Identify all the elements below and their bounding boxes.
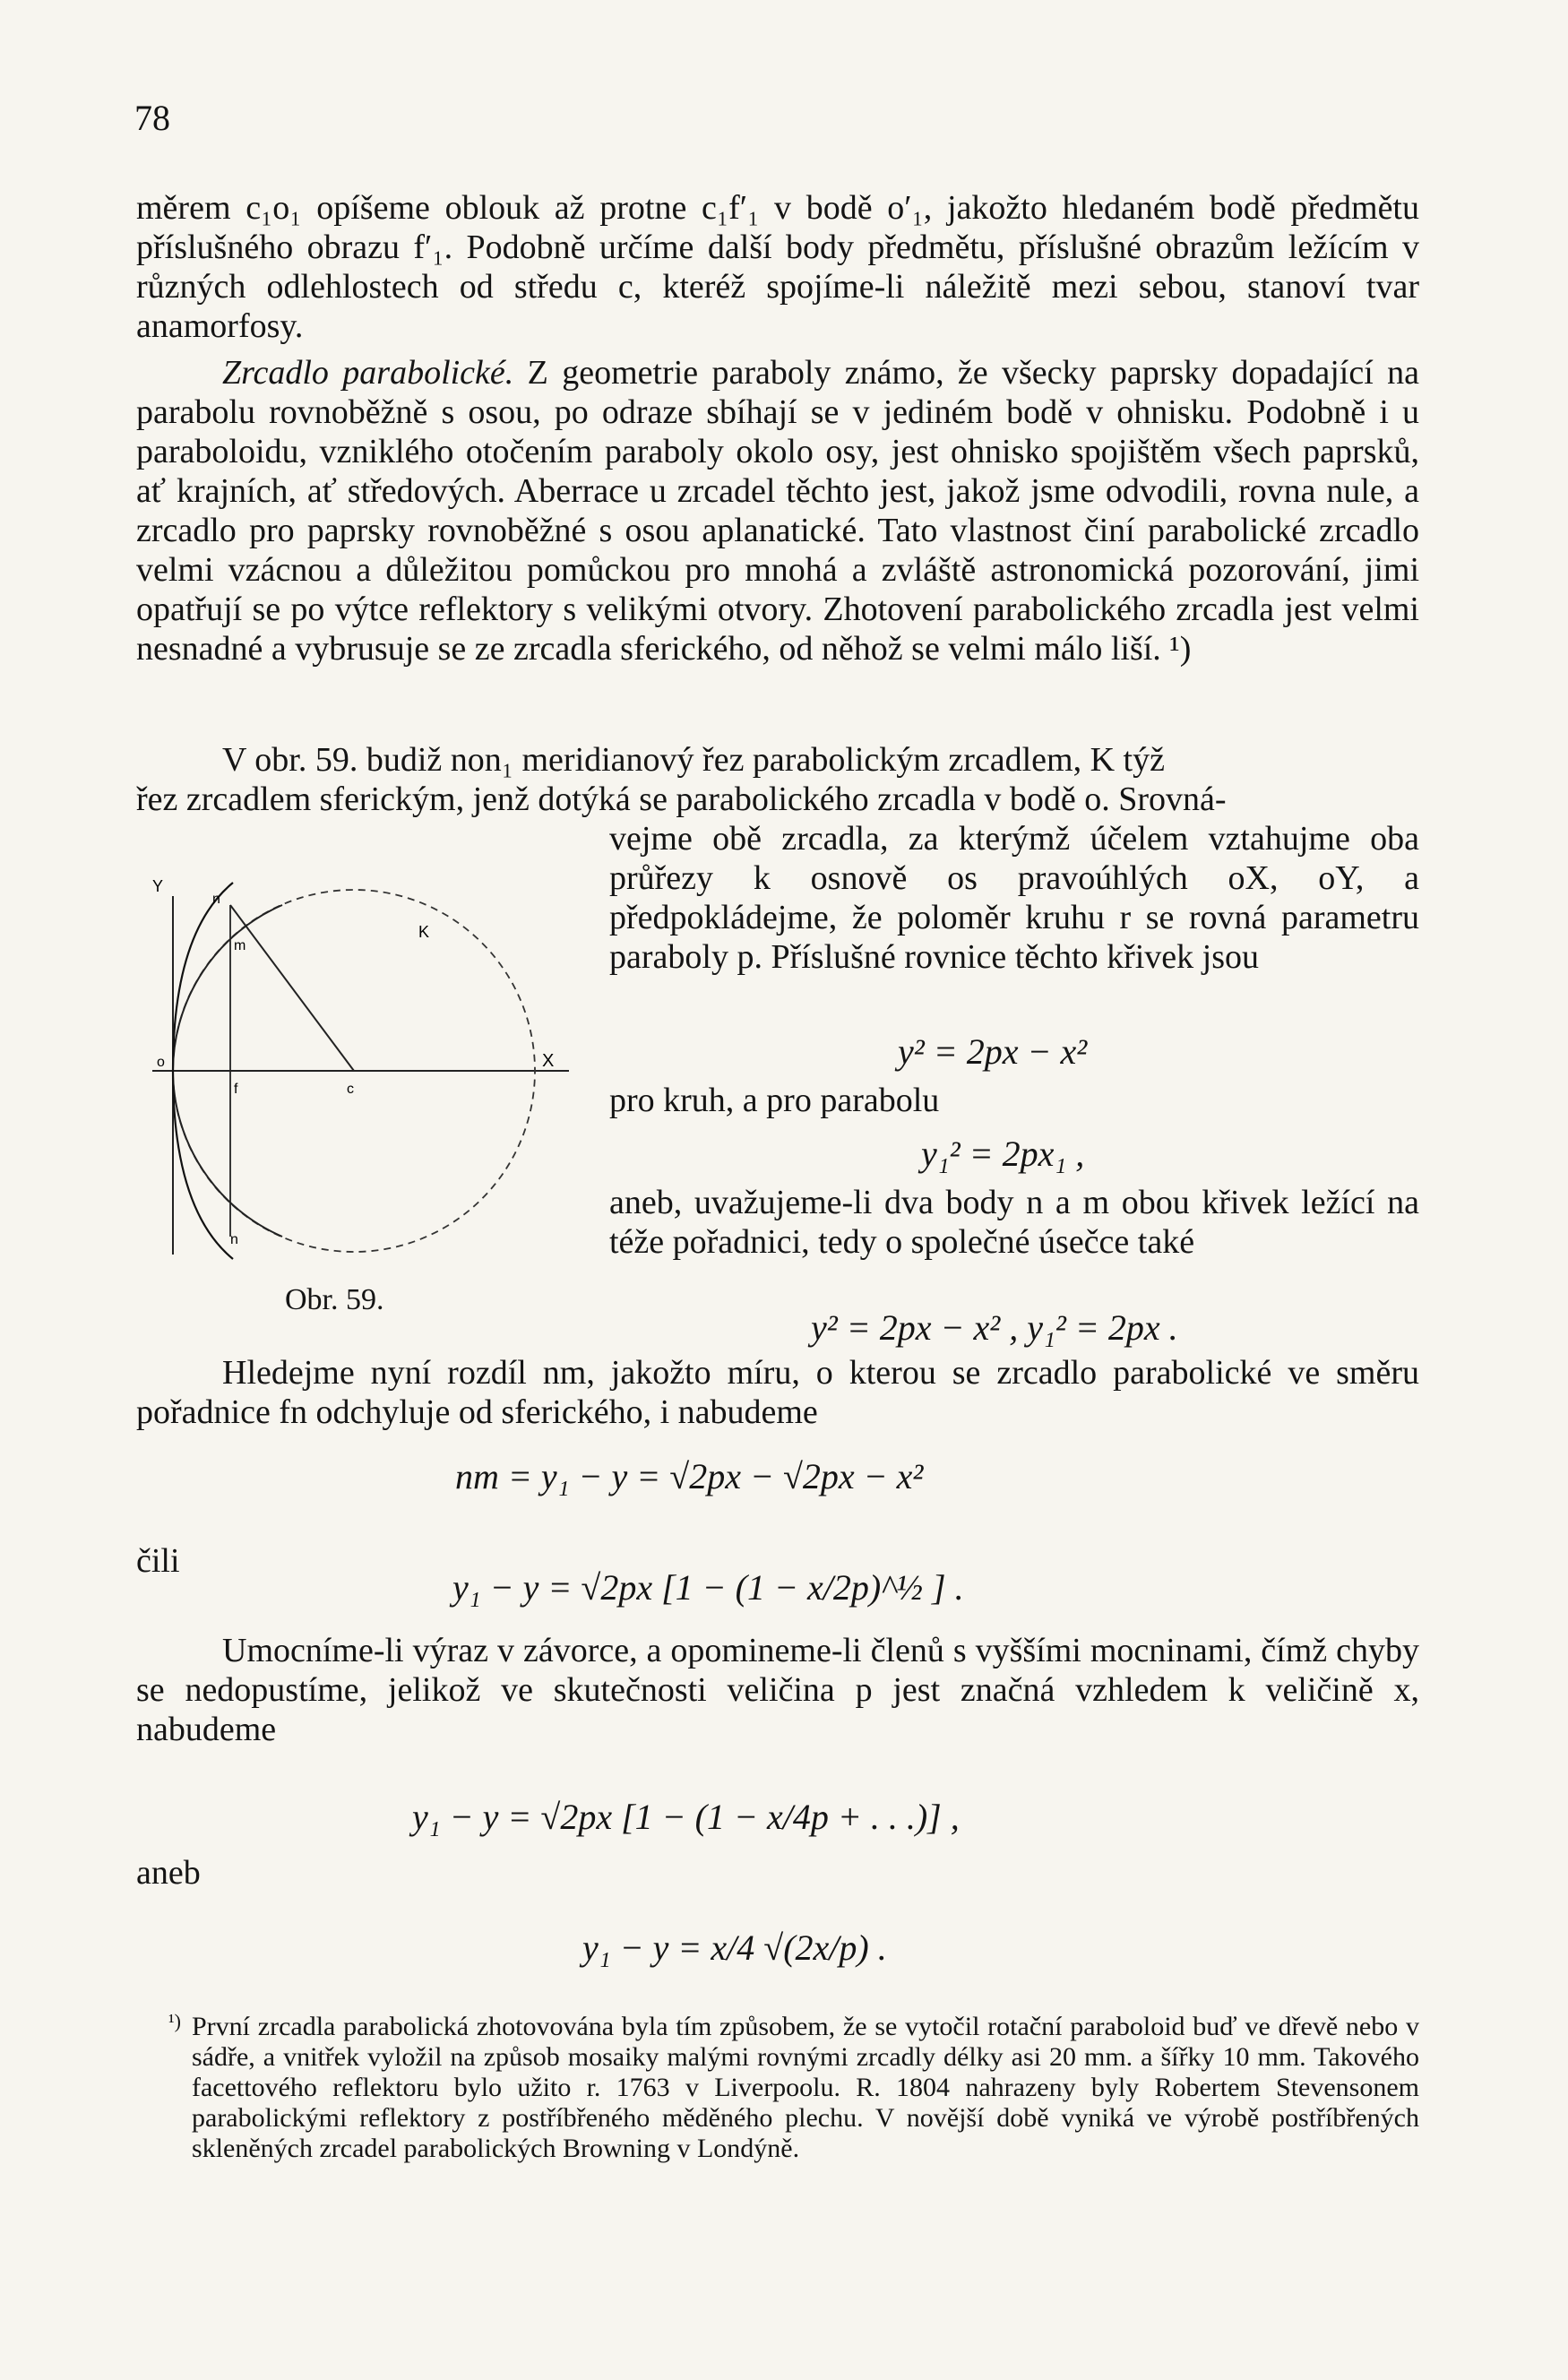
- parabola-lower: [173, 1071, 233, 1259]
- label-X: X: [542, 1051, 555, 1071]
- side-text: vejme obě zrcadla, za kterýmž účelem vztahujme oba průřezy k osnově os pravoúhlých oX, oY, a předpokládejme, že poloměr kruhu r se rovná parametru paraboly p. Příslušné rovnice těchto křivek jsou: [609, 820, 1419, 976]
- circle-solid-arc: [173, 905, 282, 1071]
- label-Y: Y: [152, 878, 164, 895]
- section-title: Zrcadlo parabolické.: [222, 354, 514, 392]
- equation-parabola: y₁² = 2px₁ ,: [921, 1134, 1085, 1174]
- label-aneb: aneb: [136, 1854, 201, 1892]
- equation-result: y₁ − y = x/4 √(2x/p) .: [582, 1927, 887, 1968]
- paragraph-expansion: Umocníme-li výraz v závorce, a opomineme-li členů s vyššími mocninami, čímž chyby se nedopustíme, jelikož ve skutečnosti veličina p jest značná vzhledem k veličině x, nabudeme: [136, 1632, 1419, 1748]
- equation-expanded: y₁ − y = √2px [1 − (1 − x/4p + . . .)] ,: [412, 1797, 960, 1837]
- footnote-mark: ¹): [168, 2010, 181, 2032]
- paragraph-parabolic-mirror: [136, 353, 1419, 668]
- label-K: K: [418, 923, 430, 941]
- label-cili: čili: [136, 1542, 180, 1580]
- parabola-upper: [173, 883, 233, 1071]
- label-o: o: [157, 1055, 165, 1070]
- paragraph-parabolic-mirror-body: Z geometrie paraboly známo, že všecky paprsky dopadající na parabolu rovnoběžně s osou, po odraze sbíhají se v jediném bodě v ohnisku. Podobně i u paraboloidu, vzniklého otočením paraboly okolo osy, jest ohnisko spojištěm všech paprsků, ať krajních, ať středových. Aberrace u zrcadel těchto jest, jakož jsme odvodili, rovna nule, a zrcadlo pro paprsky rovnoběžné s osou aplanatické. Tato vlastnost činí parabolické zrcadlo velmi vzácnou a důležitou pomůckou pro mnohá a zvláště astronomická pozorování, jimi opatřují se po výtce reflektory s velikými otvory. Zhotovení parabolického zrcadla jest velmi nesnadné a vybrusuje se ze zrcadla sferického, od něhož se velmi málo liší. ¹): [136, 354, 1420, 668]
- equation-circle: y² = 2px − x²: [898, 1031, 1088, 1072]
- equation-both: y² = 2px − x² , y₁² = 2px .: [811, 1307, 1178, 1348]
- radius-nc: [230, 905, 354, 1071]
- label-f: f: [234, 1082, 238, 1097]
- side-text-2: aneb, uvažujeme-li dva body n a m obou křivek ležící na téže pořadnici, tedy o společné úsečce také: [609, 1184, 1419, 1261]
- figure-59-drawing: [148, 878, 569, 1263]
- label-c: c: [347, 1082, 354, 1097]
- equation-y1-minus-y: y₁ − y = √2px [1 − (1 − x/2p)^½ ] .: [452, 1567, 964, 1608]
- paragraph-difference: Hledejme nyní rozdíl nm, jakožto míru, o kterou se zrcadlo parabolické ve směru pořadnice fn odchyluje od sferického, i nabudeme: [136, 1354, 1419, 1431]
- label-m: m: [234, 938, 246, 953]
- equation-nm: nm = y₁ − y = √2px − √2px − x²: [455, 1456, 924, 1496]
- figure-caption: Obr. 59.: [285, 1283, 384, 1316]
- figure-59: [148, 878, 569, 1263]
- circle-solid-arc-lower: [173, 1071, 282, 1237]
- footnote-text: První zrcadla parabolická zhotovována byla tím způsobem, že se vytočil rotační paraboloid buď ve dřevě nebo v sádře, a vnitřek vyložil na způsob mosaiky malými rovnými zrcadly délky asi 20 mm. a šířky 10 mm. Takového facettového reflektoru bylo užito r. 1763 v Liverpoolu. R. 1804 nahrazeny byly Robertem Stevensonem parabolickými reflektory z postříbřeného měděného plechu. V novější době vyniká ve výrobě postříbřených skleněných zrcadel parabolických Browning v Londýně.: [192, 2012, 1419, 2163]
- footnote: [168, 2010, 1419, 2164]
- for-circle-text: pro kruh, a pro parabolu: [609, 1082, 940, 1119]
- label-n1: n: [230, 1232, 238, 1247]
- label-n: n: [212, 892, 220, 907]
- page-number: 78: [134, 98, 170, 138]
- paragraph-figure-intro-line2: řez zrcadlem sferickým, jenž dotýká se parabolického zrcadla v bodě o. Srovná-: [136, 780, 1227, 818]
- paragraph-anamorfosa: měrem c₁o₁ opíšeme oblouk až protne c₁f′₁ v bodě o′₁, jakožto hledaném bodě předmětu příslušného obrazu f′₁. Podobně určíme další body předmětu, příslušné obrazům ležícím v různých odlehlostech od středu c, kteréž spojíme-li náležitě mezi sebou, stanoví tvar anamorfosy.: [136, 189, 1419, 345]
- paragraph-figure-intro-line1: V obr. 59. budiž non₁ meridianový řez parabolickým zrcadlem, K týž: [222, 741, 1165, 779]
